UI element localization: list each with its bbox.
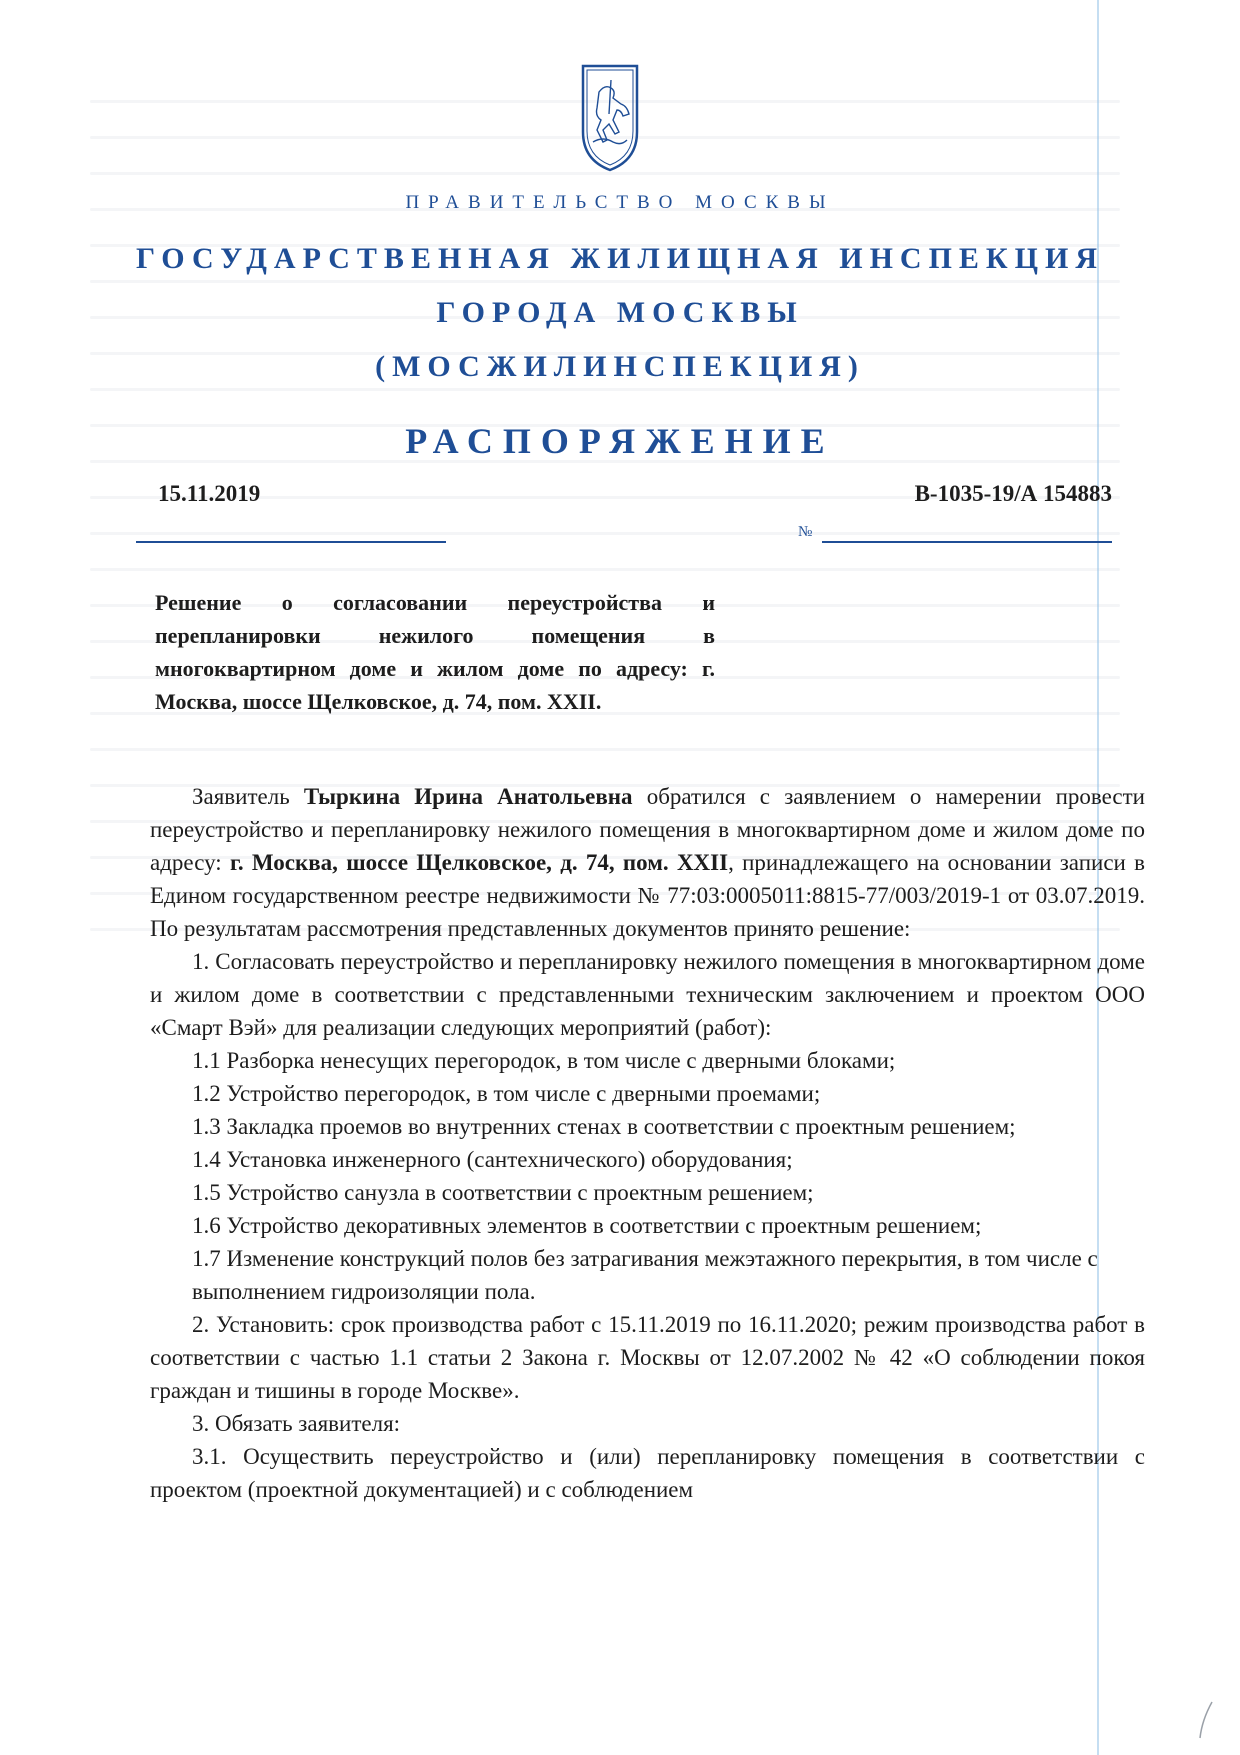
list-item: 1.6 Устройство декоративных элементов в соответствии с проектным решением; [192,1213,982,1238]
list-item: 1.1 Разборка ненесущих перегородок, в том числе с дверными блоками; [192,1048,896,1073]
number-sign: № [798,524,813,540]
intro-text-2: обратился с заявлением о намерении провести переустройство и перепланировку нежилого помещения в многоквартирном доме и жилом доме по адресу: [150,784,1145,875]
list-item: 1.3 Закладка проемов во внутренних стенах в соответствии с проектным решением; [192,1114,1016,1139]
government-heading: ПРАВИТЕЛЬСТВО МОСКВЫ [405,192,835,213]
document-number: В-1035-19/А 154883 [914,481,1112,506]
inspection-name-line-2: ГОРОДА МОСКВЫ [436,296,804,329]
paragraph-3-1: 3.1. Осуществить переустройство и (или) перепланировку помещения в соответствии с проектом (проектной документацией) и с соблюдением [150,1444,1145,1502]
inspection-name-line-1: ГОСУДАРСТВЕННАЯ ЖИЛИЩНАЯ ИНСПЕКЦИЯ [135,242,1105,275]
applicant-name: Тыркина Ирина Анатольевна [303,784,633,809]
intro-paragraph [150,780,1145,945]
intro-text-3: , принадлежащего на основании записи в Едином государственном реестре недвижимости № 77:03:0005011:8815-77/003/2019-1 от 03.07.2019. По результатам рассмотрения представленных документов принято решение: [150,850,1145,941]
inspection-name-line-3: (МОСЖИЛИНСПЕКЦИЯ) [375,350,865,383]
intro-text-1: Заявитель [192,784,304,809]
list-item: 1.4 Установка инженерного (сантехнического) оборудования; [192,1147,793,1172]
list-item: 1.2 Устройство перегородок, в том числе с дверными проемами; [192,1081,821,1106]
number-underline [822,541,1112,543]
date-underline [136,541,446,543]
paragraph-3: 3. Обязать заявителя: [192,1411,401,1436]
document-body [150,780,1145,1506]
subject-heading: Решение о согласовании переустройства и перепланировки нежилого помещения в многоквартирном доме и жилом доме по адресу: г. Москва, шоссе Щелковское, д. 74, пом. XXII. [155,590,715,714]
pen-stroke-mark [1196,1700,1216,1740]
paragraph-2: 2. Установить: срок производства работ с 15.11.2019 по 16.11.2020; режим производства работ в соответствии с частью 1.1 статьи 2 Закона г. Москвы от 12.07.2002 № 42 «О соблюдении покоя граждан и тишины в городе Москве». [150,1312,1145,1403]
property-address: г. Москва, шоссе Щелковское, д. 74, пом. XXII [229,850,729,875]
list-item: 1.7 Изменение конструкций полов без затрагивания межэтажного перекрытия, в том числе с выполнением гидроизоляции пола. [192,1246,1098,1304]
moscow-coat-of-arms-icon [577,62,643,174]
document-date: 15.11.2019 [158,481,261,506]
paragraph-1: 1. Согласовать переустройство и перепланировку нежилого помещения в многоквартирном доме и жилом доме в соответствии с представленными техническим заключением и проектом ООО «Смарт Вэй» для реализации следующих мероприятий (работ): [150,949,1145,1040]
document-type-title: РАСПОРЯЖЕНИЕ [405,421,835,461]
list-item: 1.5 Устройство санузла в соответствии с проектным решением; [192,1180,814,1205]
